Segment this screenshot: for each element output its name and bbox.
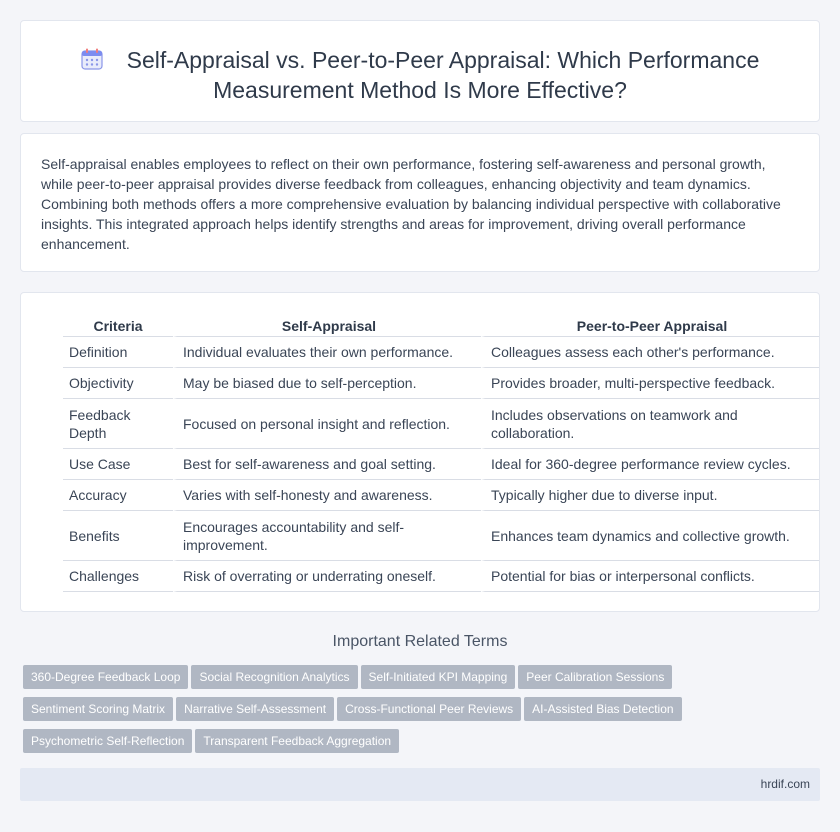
row-self: Varies with self-honesty and awareness. [173,480,481,511]
row-criteria: Challenges [63,561,173,592]
row-peer: Enhances team dynamics and collective growth. [481,511,819,561]
row-peer: Includes observations on teamwork and collaboration. [481,399,819,449]
table-row [63,480,819,511]
related-term-tag[interactable]: Social Recognition Analytics [191,665,357,689]
table-row [63,511,819,561]
related-terms-list [23,665,723,761]
intro-card [20,133,820,272]
row-self: May be biased due to self-perception. [173,368,481,399]
table-row [63,399,819,449]
header-self-appraisal: Self-Appraisal [173,315,481,337]
comparison-table [63,315,819,592]
row-peer: Potential for bias or interpersonal conflicts. [481,561,819,592]
row-criteria: Feedback Depth [63,399,173,449]
row-peer: Colleagues assess each other's performance. [481,337,819,368]
table-row [63,337,819,368]
row-peer: Provides broader, multi-perspective feedback. [481,368,819,399]
row-self: Encourages accountability and self-improvement. [173,511,481,561]
related-terms-heading: Important Related Terms [332,633,508,650]
header-peer-appraisal: Peer-to-Peer Appraisal [481,315,819,337]
row-self: Focused on personal insight and reflection. [173,399,481,449]
table-header-row [63,315,819,337]
table-row [63,449,819,480]
related-term-tag[interactable]: 360-Degree Feedback Loop [23,665,188,689]
title-card [20,20,820,122]
title-wrap [21,45,819,105]
related-term-tag[interactable]: Psychometric Self-Reflection [23,729,192,753]
related-term-tag[interactable]: Self-Initiated KPI Mapping [361,665,516,689]
intro-paragraph: Self-appraisal enables employees to reflect on their own performance, fostering self-awareness and personal growth, while peer-to-peer appraisal provides diverse feedback from colleagues, enhancing objectivity and team dynamics. Combining both methods offers a more comprehensive evaluation by balancing individual perspective with collaborative insights. This integrated approach helps identify strengths and areas for improvement, driving overall performance enhancement. [41,156,781,252]
row-self: Risk of overrating or underrating oneself. [173,561,481,592]
header-criteria: Criteria [63,315,173,337]
related-term-tag[interactable]: Sentiment Scoring Matrix [23,697,173,721]
row-criteria: Objectivity [63,368,173,399]
row-peer: Typically higher due to diverse input. [481,480,819,511]
table-row [63,561,819,592]
page-title-text: Self-Appraisal vs. Peer-to-Peer Appraisal: Which Performance Measurement Method Is More Effective? [126,47,760,103]
row-self: Best for self-awareness and goal setting. [173,449,481,480]
calendar-icon [81,48,103,70]
related-term-tag[interactable]: AI-Assisted Bias Detection [524,697,681,721]
row-criteria: Accuracy [63,480,173,511]
footer [20,768,820,801]
row-criteria: Benefits [63,511,173,561]
table-row [63,368,819,399]
row-peer: Ideal for 360-degree performance review cycles. [481,449,819,480]
row-criteria: Use Case [63,449,173,480]
comparison-table-card [20,292,820,612]
related-term-tag[interactable]: Peer Calibration Sessions [518,665,672,689]
page-title [60,45,780,105]
row-criteria: Definition [63,337,173,368]
related-term-tag[interactable]: Narrative Self-Assessment [176,697,334,721]
related-term-tag[interactable]: Cross-Functional Peer Reviews [337,697,521,721]
row-self: Individual evaluates their own performance. [173,337,481,368]
footer-site-link[interactable]: hrdif.com [760,777,810,791]
related-term-tag[interactable]: Transparent Feedback Aggregation [195,729,399,753]
